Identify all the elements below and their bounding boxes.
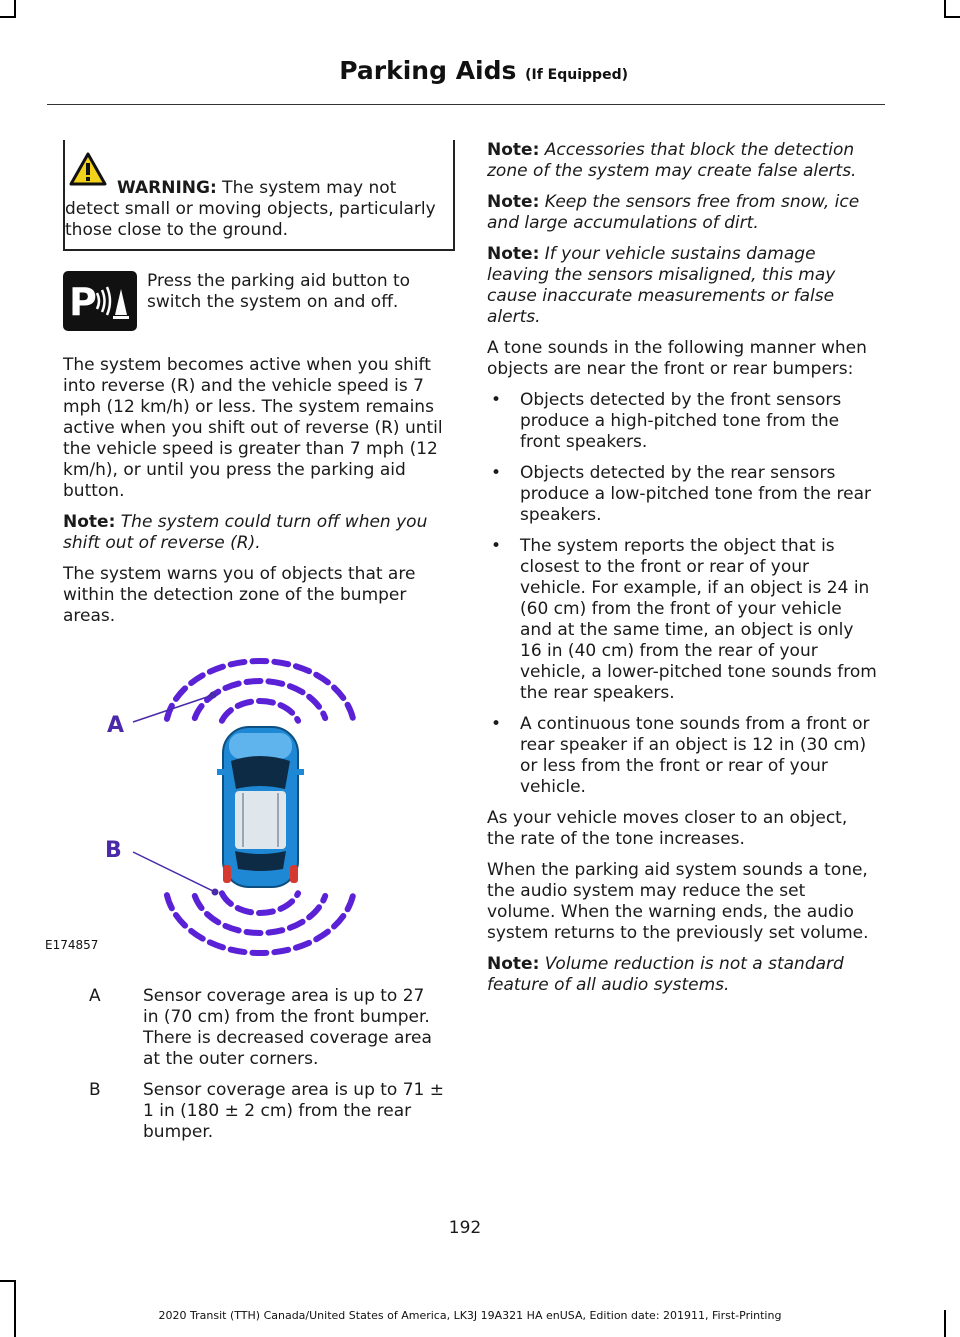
header-divider	[47, 104, 885, 105]
left-column	[45, 140, 445, 1153]
list-item: • A continuous tone sounds from a front or rear speaker if an object is 12 in (30 cm) or less from the front or rear of your vehicle.	[487, 714, 879, 798]
note-label: Note:	[487, 954, 540, 974]
legend	[63, 986, 445, 1143]
note	[63, 512, 445, 554]
paragraph: The system becomes active when you shift into reverse (R) and the vehicle speed is 7 mph (12 km/h) or less. The system remains active when you shift out of reverse (R) until the vehicle speed is greater than 7 mph (12 km/h), or until you press the parking aid button.	[63, 355, 443, 501]
rear-sensor-arcs	[167, 893, 353, 953]
list-item: • The system reports the object that is closest to the front or rear of your vehicle. For example, if an object is 24 in (60 cm) from the front of your vehicle and at the same time, an object is only 16 in (40 cm) from the rear of your vehicle, a lower-pitched tone sounds from the rear speakers.	[487, 536, 879, 704]
sensor-coverage-figure	[45, 643, 445, 968]
right-column	[487, 140, 879, 1006]
paragraph: The system warns you of objects that are within the detection zone of the bumper areas.	[63, 564, 416, 626]
legend-row	[63, 1080, 445, 1143]
sensor-arc	[167, 895, 353, 953]
note-text: Accessories that block the detection zone of the system may create false alerts.	[487, 140, 857, 181]
sensor-arc	[222, 701, 298, 721]
sensor-arc	[167, 661, 353, 719]
note-text: If your vehicle sustains damage leaving the sensors misaligned, this may cause inaccurate measurements or false alerts.	[487, 244, 836, 327]
crop-mark	[0, 1280, 16, 1282]
legend-desc: Sensor coverage area is up to 71 ± 1 in (180 ± 2 cm) from the rear bumper.	[143, 1080, 445, 1142]
paragraph: When the parking aid system sounds a tone, the audio system may reduce the set volume. When the warning ends, the audio system returns to the previously set volume.	[487, 860, 869, 943]
parking-aid-text: Press the parking aid button to switch the system on and off.	[147, 271, 411, 312]
image-code: E174857	[45, 938, 99, 952]
note	[487, 140, 879, 182]
note-label: Note:	[487, 192, 540, 212]
callout-a: A	[107, 713, 125, 738]
crop-mark	[944, 16, 960, 18]
crop-mark	[944, 1310, 946, 1337]
note	[487, 954, 879, 996]
parking-aid-button-icon	[63, 271, 137, 331]
legend-row	[63, 986, 445, 1070]
warning-text: The system may not detect small or moving objects, particularly those close to the ground.	[65, 178, 436, 240]
footer-text: 2020 Transit (TTH) Canada/United States of America, LK3J 19A321 HA enUSA, Edition date: 201911, First-Printing	[158, 1309, 782, 1322]
page-number: 192	[448, 1218, 482, 1238]
note	[487, 192, 879, 234]
front-sensor-arcs	[167, 661, 353, 721]
legend-key: B	[89, 1080, 101, 1100]
note-label: Note:	[487, 244, 540, 264]
note	[487, 244, 879, 328]
list-item: • Objects detected by the front sensors produce a high-pitched tone from the front speakers.	[487, 390, 879, 453]
legend-desc: Sensor coverage area is up to 27 in (70 cm) from the front bumper. There is decreased coverage area at the outer corners.	[143, 986, 432, 1069]
warning-label: WARNING:	[117, 178, 217, 198]
page-title	[339, 56, 628, 85]
page-title-subtitle: (If Equipped)	[525, 67, 628, 83]
note-text: Volume reduction is not a standard feature of all audio systems.	[487, 954, 844, 995]
tone-list	[487, 390, 879, 798]
warning-triangle-icon	[69, 152, 107, 186]
sensor-arc	[222, 893, 298, 913]
note-label: Note:	[487, 140, 540, 160]
warning-box	[63, 140, 455, 251]
legend-key: A	[89, 986, 101, 1006]
car-illustration	[217, 727, 304, 887]
warning-content	[65, 178, 445, 241]
callout-b: B	[105, 838, 122, 863]
paragraph: As your vehicle moves closer to an object, the rate of the tone increases.	[487, 808, 848, 849]
list-item: • Objects detected by the rear sensors produce a low-pitched tone from the rear speakers.	[487, 463, 879, 526]
note-text: Keep the sensors free from snow, ice and large accumulations of dirt.	[487, 192, 860, 233]
sensor-diagram	[45, 643, 445, 968]
parking-aid-row	[63, 271, 445, 343]
note-label: Note:	[63, 512, 116, 532]
page-title-main: Parking Aids	[339, 56, 517, 85]
crop-mark	[0, 16, 16, 18]
paragraph: A tone sounds in the following manner when objects are near the front or rear bumpers:	[487, 338, 867, 379]
note-text: The system could turn off when you shift out of reverse (R).	[63, 512, 428, 553]
svg-text:P: P	[69, 280, 97, 324]
